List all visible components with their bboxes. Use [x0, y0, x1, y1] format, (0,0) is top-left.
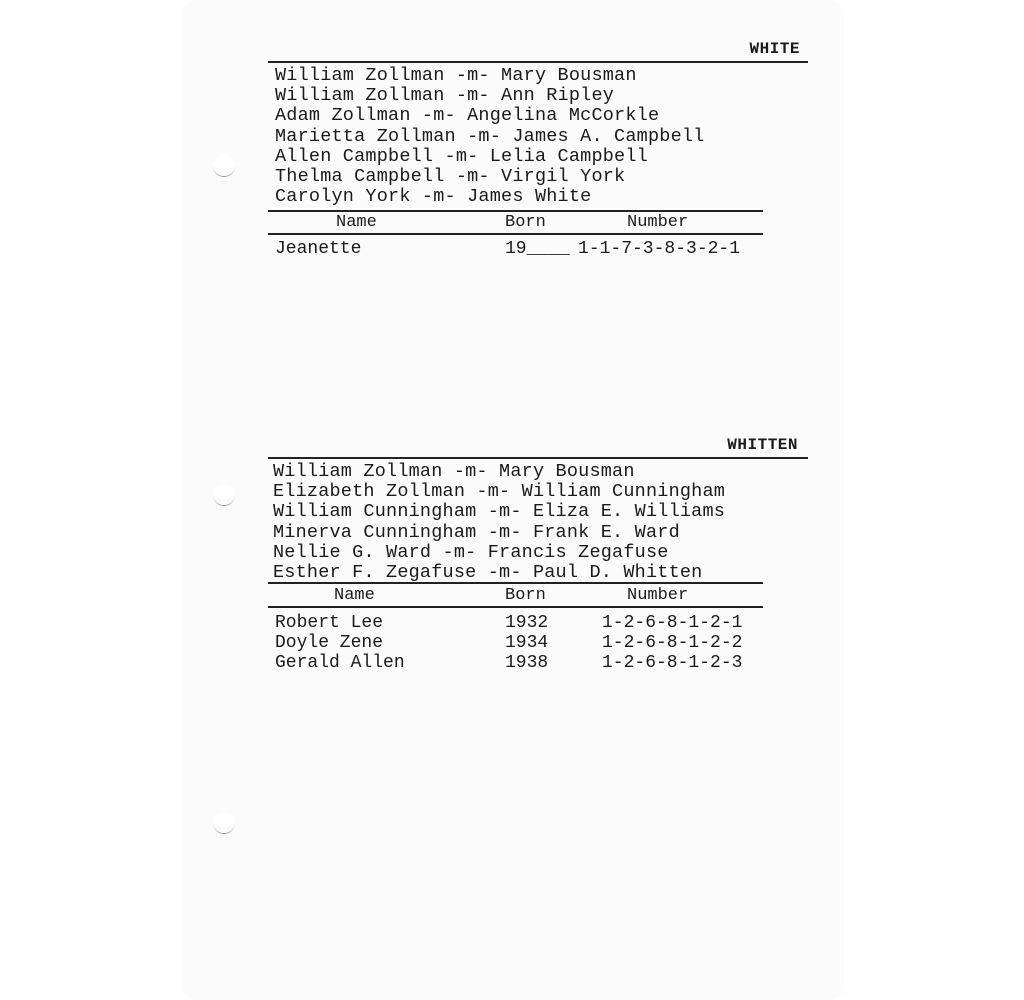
child-name: Gerald Allen	[275, 653, 405, 673]
child-born: 1932	[505, 613, 549, 633]
divider	[268, 210, 763, 212]
divider	[268, 606, 763, 608]
column-header-name: Name	[334, 586, 375, 605]
child-born: 1938	[505, 653, 549, 673]
lineage-entry: William Zollman -m- Mary Bousman	[273, 461, 635, 482]
lineage-entry: William Zollman -m- Mary Bousman	[275, 65, 637, 86]
lineage-entry: Allen Campbell -m- Lelia Campbell	[275, 145, 648, 167]
lineage-entry: Elizabeth Zollman -m- William Cunningham	[273, 481, 726, 503]
column-header-number: Number	[627, 586, 689, 605]
child-name: Doyle Zene	[275, 633, 384, 653]
lineage-entry: Adam Zollman -m- Angelina McCorkle	[275, 105, 660, 127]
column-header-name: Name	[336, 213, 377, 232]
child-name: Jeanette	[275, 239, 362, 259]
divider	[268, 233, 763, 235]
lineage-entry: Esther F. Zegafuse -m- Paul D. Whitten	[273, 561, 703, 583]
lineage-entry: Minerva Cunningham -m- Frank E. Ward	[273, 521, 680, 543]
lineage-entry: Marietta Zollman -m- James A. Campbell	[275, 125, 705, 147]
surname-heading: WHITTEN	[727, 436, 798, 454]
lineage-list	[275, 66, 704, 207]
child-number: 1-1-7-3-8-3-2-1	[578, 239, 741, 259]
lineage-entry: Carolyn York -m- James White	[275, 186, 592, 208]
lineage-list	[273, 462, 725, 583]
punch-hole	[213, 155, 235, 177]
lineage-entry: William Zollman -m- Ann Ripley	[275, 85, 615, 107]
lineage-entry: Nellie G. Ward -m- Francis Zegafuse	[273, 541, 669, 563]
divider	[268, 61, 808, 63]
child-number: 1-2-6-8-1-2-3	[602, 653, 743, 673]
punch-hole	[213, 484, 235, 506]
child-name: Robert Lee	[275, 613, 384, 633]
divider	[268, 582, 763, 584]
column-header-born: Born	[505, 213, 546, 232]
column-header-born: Born	[505, 586, 546, 605]
child-number: 1-2-6-8-1-2-2	[602, 633, 743, 653]
divider	[268, 457, 808, 459]
surname-heading: WHITE	[749, 40, 800, 58]
child-number: 1-2-6-8-1-2-1	[602, 613, 743, 633]
column-header-number: Number	[627, 213, 689, 232]
punch-hole	[213, 812, 235, 834]
child-born: 19____	[505, 239, 570, 259]
child-born: 1934	[505, 633, 549, 653]
lineage-entry: William Cunningham -m- Eliza E. Williams	[273, 501, 726, 523]
lineage-entry: Thelma Campbell -m- Virgil York	[275, 165, 626, 187]
